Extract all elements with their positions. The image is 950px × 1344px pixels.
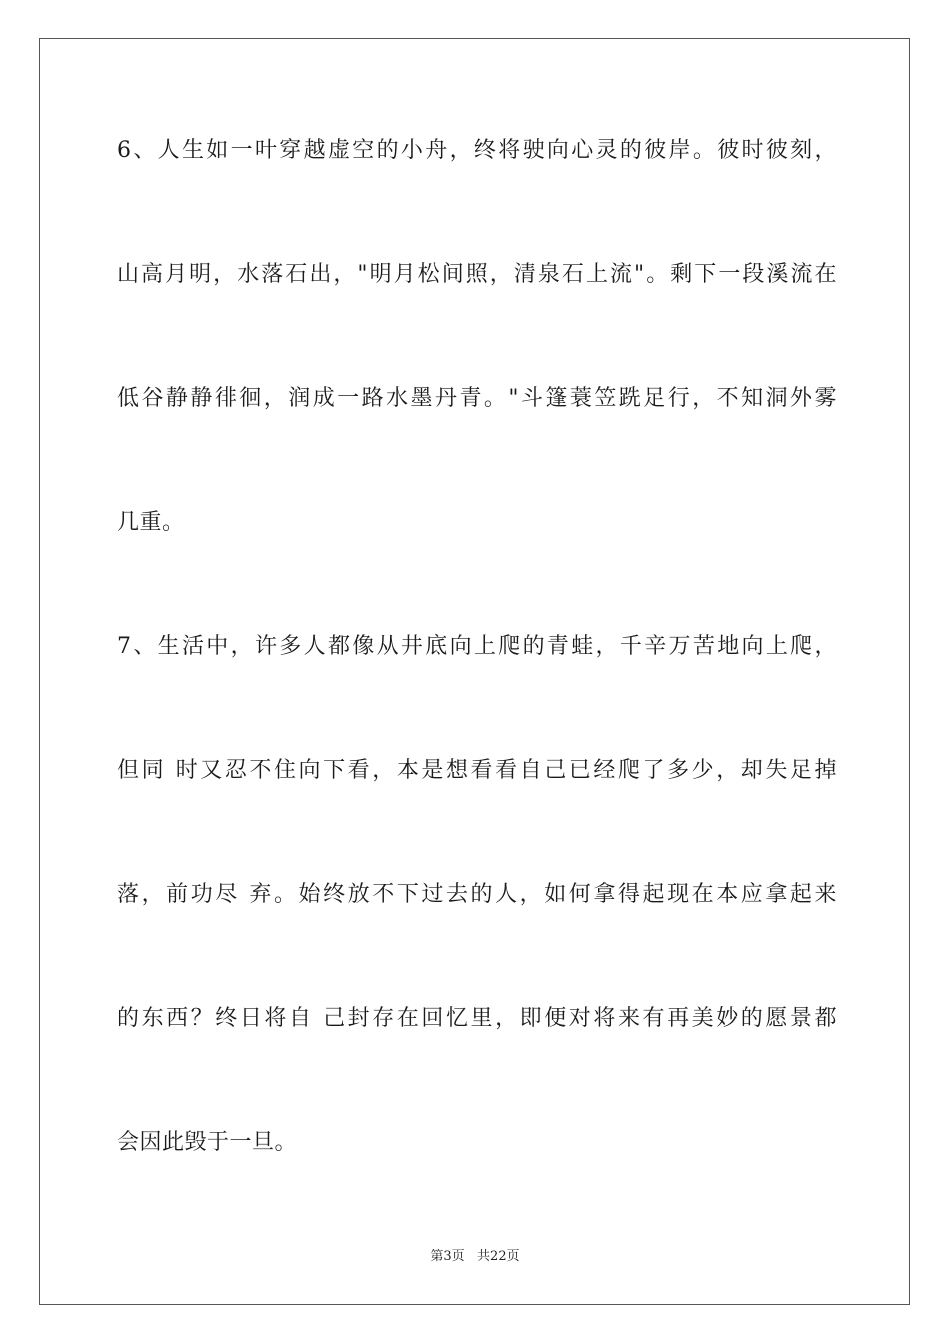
text-line-5: 7、生活中，许多人都像从井底向上爬的青蛙，千辛万苦地向上爬， [117,634,837,659]
text-line-7: 落，前功尽 弃。始终放不下过去的人，如何拿得起现在本应拿起来 [117,882,837,907]
page-number-footer: 第3页 共22页 [430,1249,520,1264]
text-line-2: 山高月明，水落石出，"明月松间照，清泉石上流"。剩下一段溪流在 [117,262,837,287]
page-border [39,38,910,1305]
text-line-9: 会因此毁于一旦。 [117,1130,298,1155]
text-line-8: 的东西？终日将自 己封存在回忆里，即便对将来有再美妙的愿景都 [117,1006,837,1031]
text-line-6: 但同 时又忍不住向下看，本是想看看自己已经爬了多少，却失足掉 [117,758,837,783]
text-line-1: 6、人生如一叶穿越虚空的小舟，终将驶向心灵的彼岸。彼时彼刻， [117,138,837,163]
text-line-3: 低谷静静徘徊，润成一路水墨丹青。"斗篷蓑笠跣足行，不知洞外雾 [117,386,837,411]
text-line-4: 几重。 [117,510,185,535]
